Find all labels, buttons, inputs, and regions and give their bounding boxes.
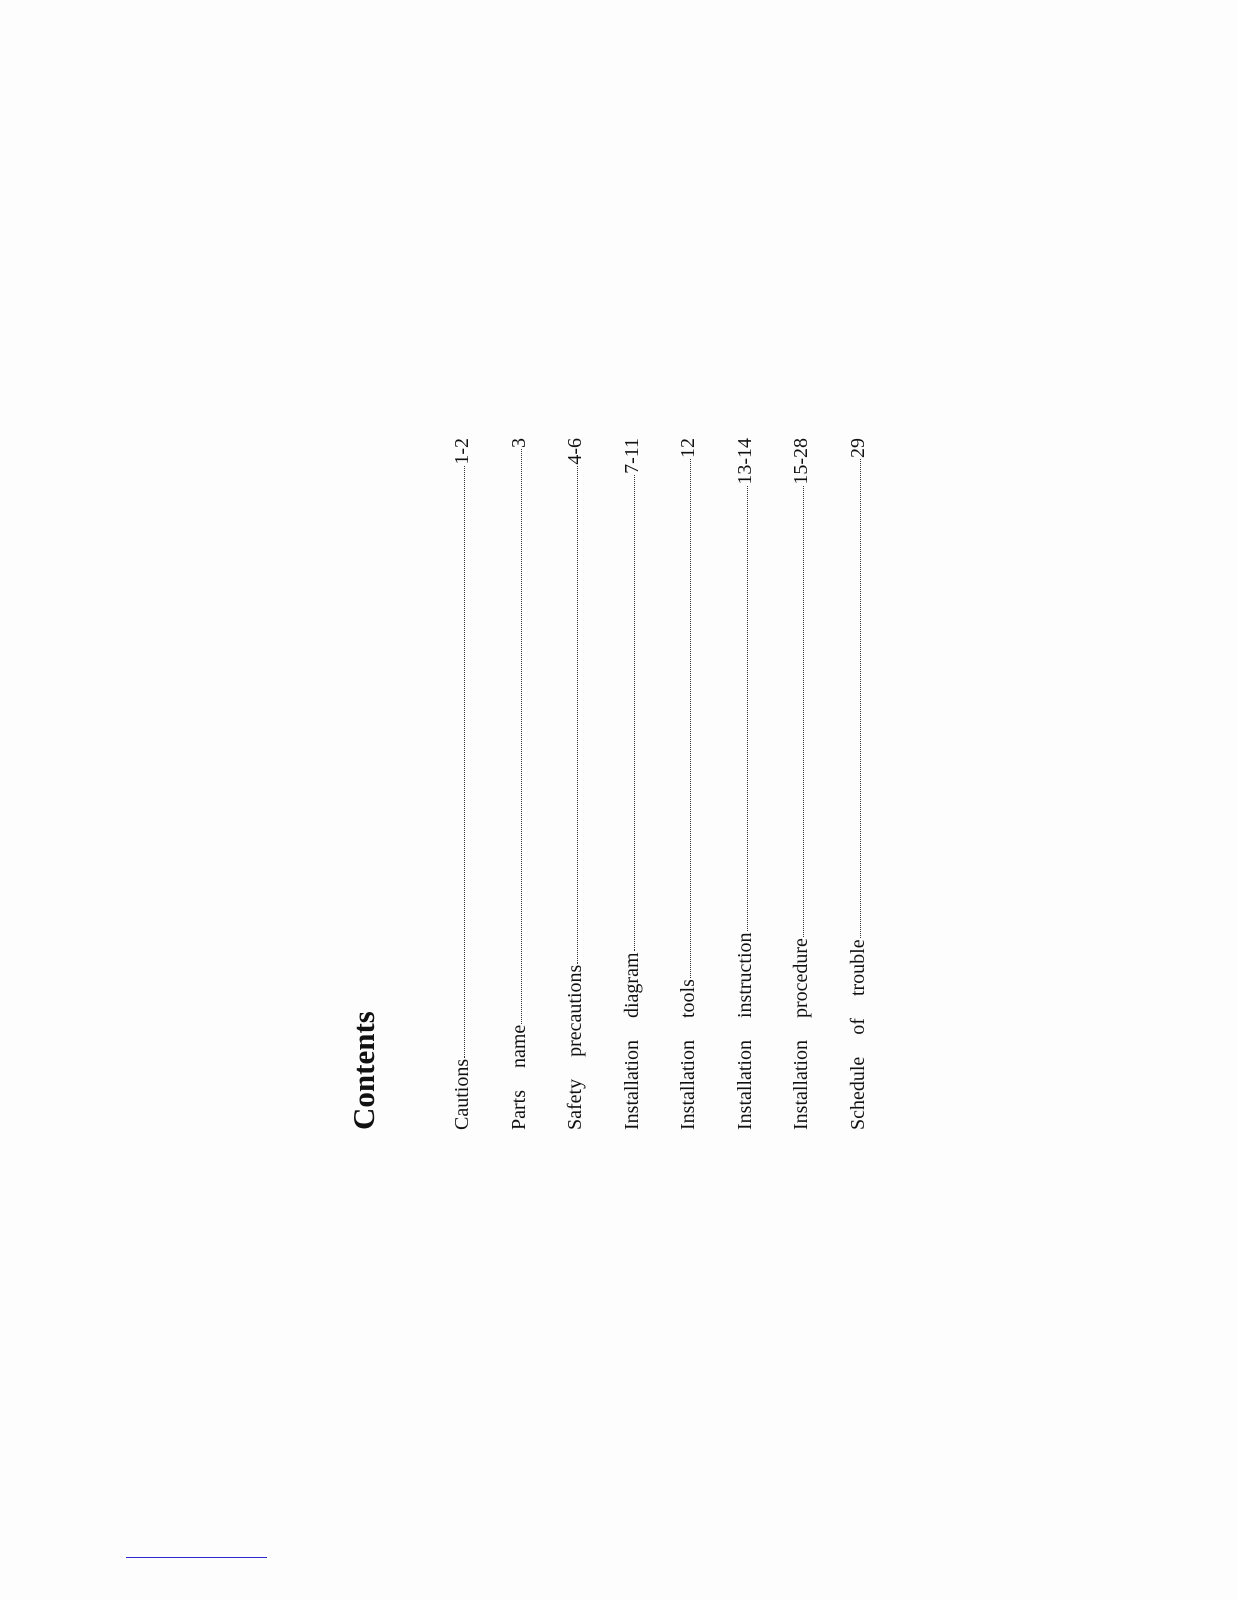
- toc-entry-installation-procedure[interactable]: [789, 438, 846, 1130]
- contents-title: Contents: [346, 1011, 381, 1130]
- toc-entry-label: Installation instruction: [733, 932, 756, 1130]
- contents-page: [346, 430, 869, 1130]
- toc-entry-label: Parts name: [507, 1024, 530, 1130]
- toc-entry-page: 3: [507, 438, 530, 448]
- toc-entry-installation-tools[interactable]: [676, 438, 733, 1130]
- table-of-contents: [450, 438, 902, 1130]
- toc-entry-label: Installation procedure: [790, 938, 812, 1130]
- toc-entry-schedule-of-trouble[interactable]: [846, 438, 903, 1130]
- toc-entry-cautions[interactable]: [450, 438, 507, 1130]
- toc-leader-dots: [634, 475, 635, 952]
- toc-entry-page: 29: [846, 438, 869, 458]
- toc-leader-dots: [577, 466, 578, 964]
- toc-leader-dots: [803, 486, 804, 937]
- toc-entry-installation-instruction[interactable]: [733, 438, 790, 1130]
- toc-entry-page: 7-11: [620, 438, 643, 474]
- toc-entry-label: Cautions: [451, 1058, 473, 1130]
- toc-entry-label: Schedule of trouble: [846, 939, 869, 1130]
- toc-entry-page: 4-6: [564, 438, 586, 465]
- toc-entry-page: 13-14: [733, 438, 756, 485]
- toc-entry-page: 15-28: [790, 438, 812, 485]
- toc-leader-dots: [747, 486, 748, 932]
- toc-entry-page: 12: [677, 438, 699, 458]
- toc-entry-page: 1-2: [451, 438, 473, 465]
- toc-leader-dots: [690, 459, 691, 978]
- toc-leader-dots: [464, 466, 465, 1058]
- footnote-divider: [126, 1557, 267, 1558]
- toc-entry-installation-diagram[interactable]: [620, 438, 677, 1130]
- toc-entry-parts-name[interactable]: [507, 438, 564, 1130]
- toc-entry-safety-precautions[interactable]: [563, 438, 620, 1130]
- toc-entry-label: Installation tools: [677, 979, 699, 1130]
- toc-leader-dots: [860, 459, 861, 938]
- toc-leader-dots: [521, 449, 522, 1024]
- toc-entry-label: Safety precautions: [564, 964, 586, 1130]
- toc-entry-label: Installation diagram: [620, 952, 643, 1130]
